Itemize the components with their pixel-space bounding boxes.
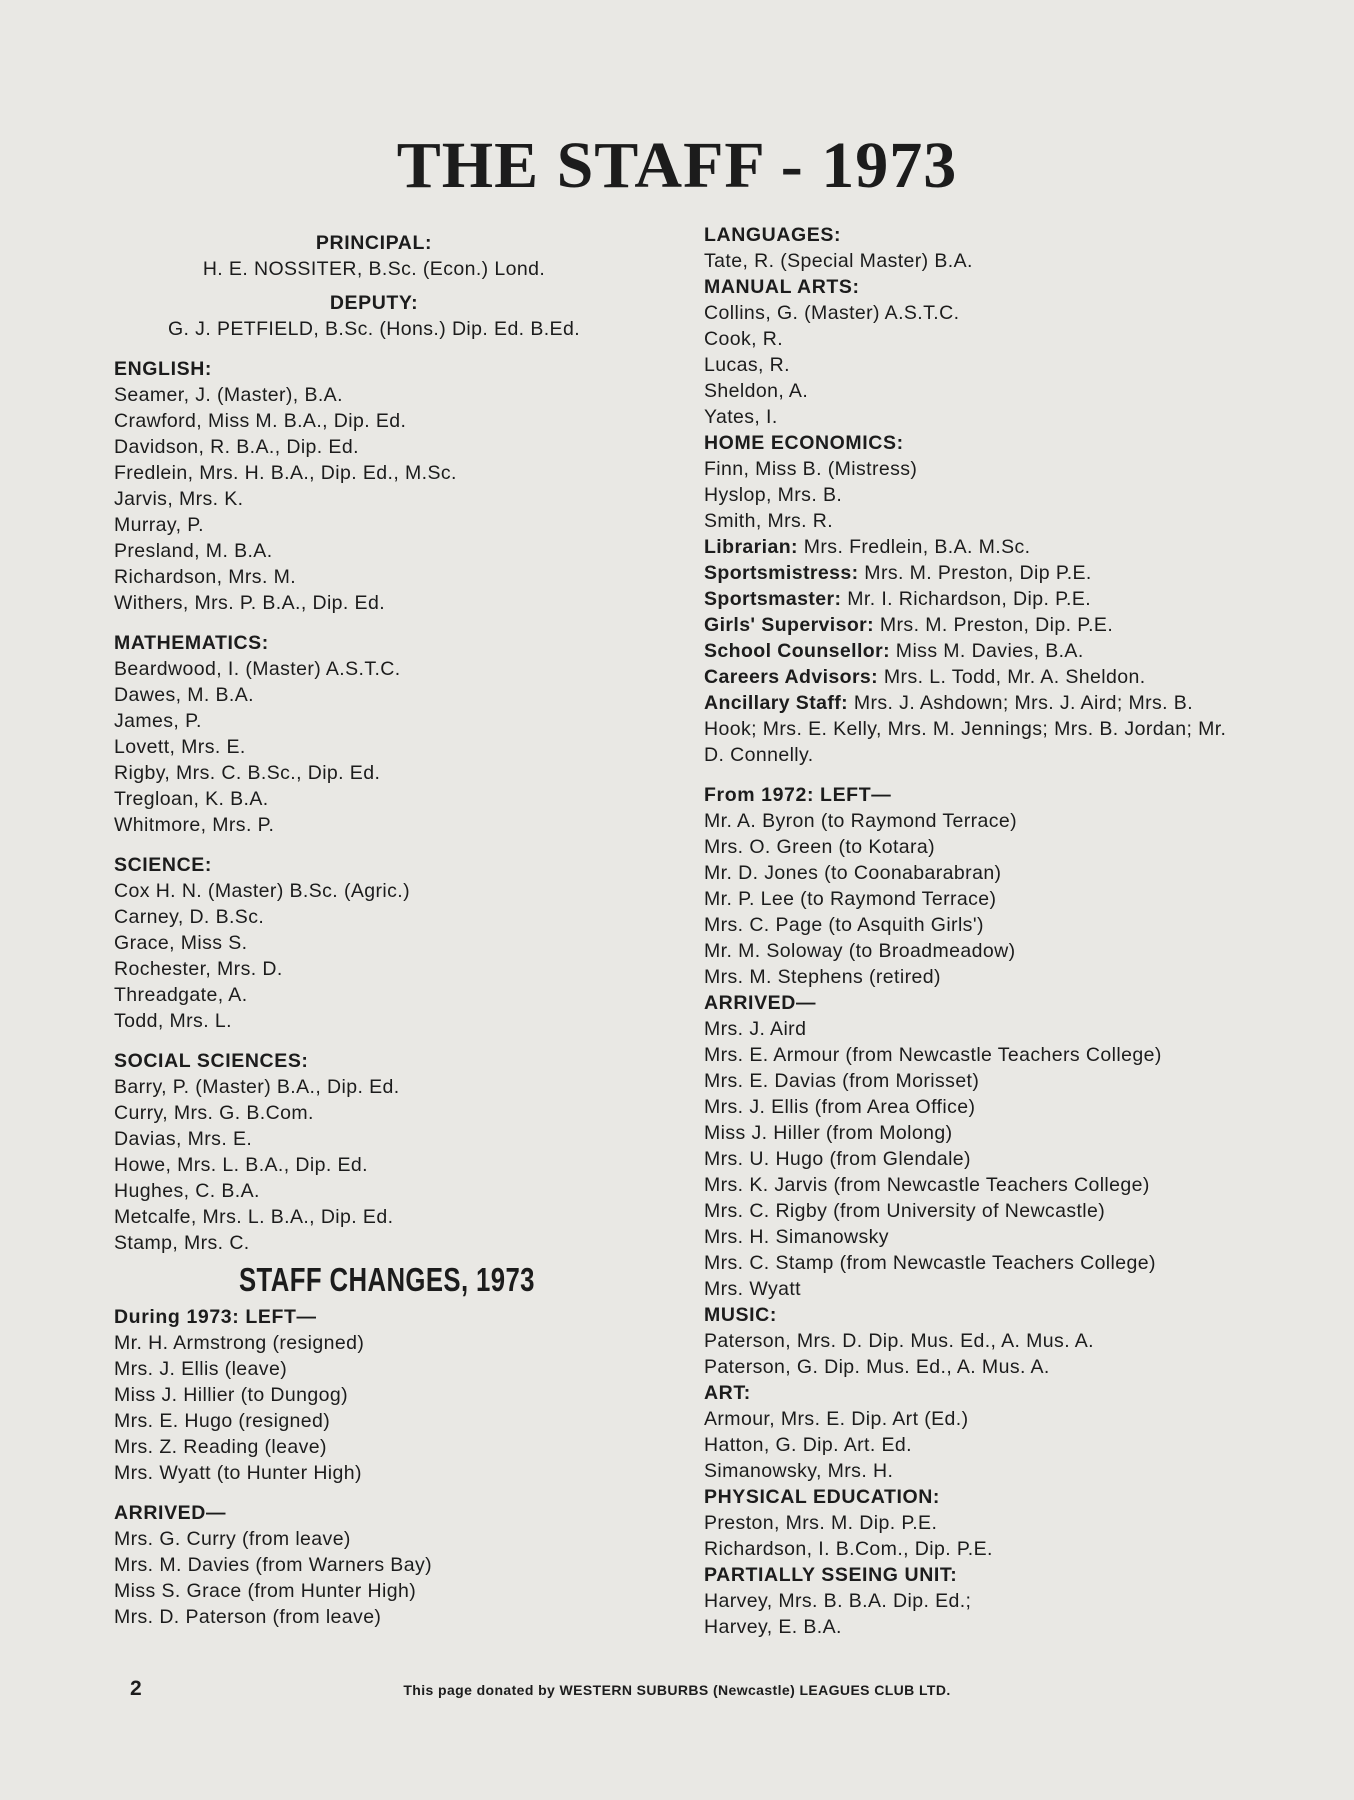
- role-label: Librarian:: [704, 536, 798, 558]
- role-librarian: [704, 534, 1264, 560]
- role-label: School Counsellor:: [704, 640, 890, 662]
- role-label: Sportsmistress:: [704, 562, 859, 584]
- staff-entry: Miss S. Grace (from Hunter High): [114, 1580, 417, 1602]
- staff-entry: Smith, Mrs. R.: [704, 510, 834, 532]
- section-heading: PARTIALLY SSEING UNIT:: [704, 1564, 958, 1586]
- staff-entry: Miss J. Hillier (to Dungog): [114, 1384, 349, 1406]
- section-heading: During 1973: LEFT—: [114, 1306, 317, 1328]
- staff-entry: Mrs. Wyatt (to Hunter High): [114, 1462, 362, 1484]
- staff-entry: Mrs. E. Davias (from Morisset): [704, 1070, 980, 1092]
- role-value: Mrs. M. Preston, Dip. P.E.: [879, 614, 1114, 636]
- section-home-economics: [704, 430, 1264, 534]
- staff-entry: Barry, P. (Master) B.A., Dip. Ed.: [114, 1076, 400, 1098]
- staff-entry: Harvey, Mrs. B. B.A. Dip. Ed.;: [704, 1590, 972, 1612]
- staff-entry: James, P.: [114, 710, 202, 732]
- section-heading: PHYSICAL EDUCATION:: [704, 1486, 941, 1508]
- section-science: [114, 852, 674, 1034]
- staff-entry: Preston, Mrs. M. Dip. P.E.: [704, 1512, 938, 1534]
- staff-entry: Finn, Miss B. (Mistress): [704, 458, 918, 480]
- role-ancillary-staff: [704, 690, 1244, 768]
- staff-entry: Mr. A. Byron (to Raymond Terrace): [704, 810, 1018, 832]
- staff-entry: Richardson, I. B.Com., Dip. P.E.: [704, 1538, 993, 1560]
- role-value: Mr. I. Richardson, Dip. P.E.: [847, 588, 1092, 610]
- role-value: Mrs. L. Todd, Mr. A. Sheldon.: [883, 666, 1146, 688]
- role-label: Careers Advisors:: [704, 666, 879, 688]
- section-manual-arts: [704, 274, 1264, 430]
- staff-entry: Davias, Mrs. E.: [114, 1128, 253, 1150]
- staff-entry: Jarvis, Mrs. K.: [114, 488, 244, 510]
- staff-entry: Lucas, R.: [704, 354, 790, 376]
- staff-entry: Threadgate, A.: [114, 984, 248, 1006]
- staff-entry: Whitmore, Mrs. P.: [114, 814, 275, 836]
- role-school-counsellor: [704, 638, 1264, 664]
- section-heading: ART:: [704, 1382, 751, 1404]
- staff-entry: Mrs. M. Davies (from Warners Bay): [114, 1554, 433, 1576]
- page-title: THE STAFF - 1973: [396, 129, 958, 202]
- staff-entry: Armour, Mrs. E. Dip. Art (Ed.): [704, 1408, 969, 1430]
- left-column: [114, 230, 674, 1630]
- staff-entry: Mrs. C. Rigby (from University of Newcastle): [704, 1200, 1106, 1222]
- staff-entry: Mrs. G. Curry (from leave): [114, 1528, 351, 1550]
- role-sportsmistress: [704, 560, 1264, 586]
- staff-entry: Mrs. E. Hugo (resigned): [114, 1410, 331, 1432]
- section-mathematics: [114, 630, 674, 838]
- role-value: Mrs. M. Preston, Dip P.E.: [864, 562, 1092, 584]
- staff-entry: Mrs. H. Simanowsky: [704, 1226, 889, 1248]
- section-music: [704, 1302, 1264, 1380]
- staff-entry: Hughes, C. B.A.: [114, 1180, 260, 1202]
- staff-entry: Mrs. O. Green (to Kotara): [704, 836, 936, 858]
- section-heading: ARRIVED—: [114, 1502, 227, 1524]
- staff-entry: Howe, Mrs. L. B.A., Dip. Ed.: [114, 1154, 368, 1176]
- staff-entry: Tate, R. (Special Master) B.A.: [704, 250, 973, 272]
- role-sportsmaster: [704, 586, 1264, 612]
- staff-entry: Mr. P. Lee (to Raymond Terrace): [704, 888, 997, 910]
- deputy-heading: DEPUTY:: [329, 292, 419, 314]
- staff-entry: Tregloan, K. B.A.: [114, 788, 269, 810]
- staff-entry: Beardwood, I. (Master) A.S.T.C.: [114, 658, 401, 680]
- staff-entry: Hyslop, Mrs. B.: [704, 484, 843, 506]
- staff-entry: Lovett, Mrs. E.: [114, 736, 246, 758]
- from-1972-left: [704, 782, 1264, 990]
- staff-entry: Carney, D. B.Sc.: [114, 906, 265, 928]
- role-girls-supervisor: [704, 612, 1264, 638]
- staff-entry: Crawford, Miss M. B.A., Dip. Ed.: [114, 410, 407, 432]
- staff-entry: Rigby, Mrs. C. B.Sc., Dip. Ed.: [114, 762, 381, 784]
- staff-entry: Rochester, Mrs. D.: [114, 958, 283, 980]
- section-physical-education: [704, 1484, 1264, 1562]
- staff-entry: Curry, Mrs. G. B.Com.: [114, 1102, 314, 1124]
- staff-entry: Presland, M. B.A.: [114, 540, 273, 562]
- section-heading: From 1972: LEFT—: [704, 784, 892, 806]
- section-heading: LANGUAGES:: [704, 224, 842, 246]
- section-heading: ARRIVED—: [704, 992, 817, 1014]
- staff-entry: Withers, Mrs. P. B.A., Dip. Ed.: [114, 592, 386, 614]
- staff-entry: Davidson, R. B.A., Dip. Ed.: [114, 436, 359, 458]
- staff-entry: Cox H. N. (Master) B.Sc. (Agric.): [114, 880, 410, 902]
- during-1973-arrived: [114, 1500, 674, 1630]
- staff-entry: Mrs. M. Stephens (retired): [704, 966, 941, 988]
- staff-entry: Mr. D. Jones (to Coonabarabran): [704, 862, 1002, 884]
- section-heading: ENGLISH:: [114, 358, 212, 380]
- staff-entry: Yates, I.: [704, 406, 778, 428]
- role-label: Girls' Supervisor:: [704, 614, 875, 636]
- right-column: [704, 222, 1264, 1640]
- staff-entry: Mr. H. Armstrong (resigned): [114, 1332, 365, 1354]
- staff-entry: Paterson, Mrs. D. Dip. Mus. Ed., A. Mus. A.: [704, 1330, 1094, 1352]
- staff-entry: Richardson, Mrs. M.: [114, 566, 297, 588]
- staff-entry: Simanowsky, Mrs. H.: [704, 1460, 894, 1482]
- staff-entry: Mrs. Wyatt: [704, 1278, 801, 1300]
- principal-heading: PRINCIPAL:: [315, 232, 433, 254]
- staff-entry: Mrs. C. Page (to Asquith Girls'): [704, 914, 984, 936]
- role-label: Ancillary Staff:: [704, 692, 849, 714]
- staff-entry: Mrs. J. Ellis (from Area Office): [704, 1096, 976, 1118]
- staff-entry: Stamp, Mrs. C.: [114, 1232, 250, 1254]
- staff-entry: Murray, P.: [114, 514, 204, 536]
- role-value: Mrs. J. Ashdown; Mrs. J. Aird; Mrs. B. Hook; Mrs. E. Kelly, Mrs. M. Jennings; Mrs. B. Jordan; Mr. D. Connelly.: [704, 692, 1227, 766]
- staff-entry: Miss J. Hiller (from Molong): [704, 1122, 953, 1144]
- page-number: 2: [130, 1677, 142, 1700]
- sponsor-footer: This page donated by WESTERN SUBURBS (Newcastle) LEAGUES CLUB LTD.: [403, 1682, 951, 1698]
- staff-entry: Paterson, G. Dip. Mus. Ed., A. Mus. A.: [704, 1356, 1050, 1378]
- role-value: Miss M. Davies, B.A.: [895, 640, 1084, 662]
- section-english: [114, 356, 674, 616]
- staff-entry: Todd, Mrs. L.: [114, 1010, 232, 1032]
- staff-entry: Mrs. C. Stamp (from Newcastle Teachers College): [704, 1252, 1156, 1274]
- section-heading: HOME ECONOMICS:: [704, 432, 904, 454]
- role-careers-advisors: [704, 664, 1264, 690]
- staff-entry: Dawes, M. B.A.: [114, 684, 254, 706]
- section-social-sciences: [114, 1048, 674, 1256]
- section-heading: MANUAL ARTS:: [704, 276, 860, 298]
- section-heading: SCIENCE:: [114, 854, 212, 876]
- staff-entry: Seamer, J. (Master), B.A.: [114, 384, 343, 406]
- staff-entry: Mrs. Z. Reading (leave): [114, 1436, 327, 1458]
- staff-entry: Mrs. K. Jarvis (from Newcastle Teachers College): [704, 1174, 1150, 1196]
- from-1972-arrived: [704, 990, 1264, 1302]
- staff-entry: Mr. M. Soloway (to Broadmeadow): [704, 940, 1016, 962]
- staff-entry: Metcalfe, Mrs. L. B.A., Dip. Ed.: [114, 1206, 394, 1228]
- principal-name: H. E. NOSSITER, B.Sc. (Econ.) Lond.: [202, 258, 546, 280]
- staff-entry: Cook, R.: [704, 328, 784, 350]
- staff-entry: Hatton, G. Dip. Art. Ed.: [704, 1434, 912, 1456]
- section-art: [704, 1380, 1264, 1484]
- staff-changes-title: STAFF CHANGES, 1973: [239, 1261, 535, 1298]
- section-heading: MUSIC:: [704, 1304, 777, 1326]
- section-languages: [704, 222, 1264, 274]
- during-1973-left: [114, 1304, 674, 1486]
- staff-entry: Mrs. J. Aird: [704, 1018, 807, 1040]
- role-label: Sportsmaster:: [704, 588, 842, 610]
- staff-entry: Mrs. J. Ellis (leave): [114, 1358, 288, 1380]
- staff-entry: Fredlein, Mrs. H. B.A., Dip. Ed., M.Sc.: [114, 462, 457, 484]
- staff-entry: Collins, G. (Master) A.S.T.C.: [704, 302, 960, 324]
- role-value: Mrs. Fredlein, B.A. M.Sc.: [803, 536, 1031, 558]
- staff-entry: Grace, Miss S.: [114, 932, 248, 954]
- section-partially-seeing-unit: [704, 1562, 1264, 1640]
- staff-entry: Mrs. E. Armour (from Newcastle Teachers College): [704, 1044, 1162, 1066]
- staff-entry: Mrs. D. Paterson (from leave): [114, 1606, 382, 1628]
- deputy-name: G. J. PETFIELD, B.Sc. (Hons.) Dip. Ed. B.Ed.: [167, 318, 581, 340]
- staff-entry: Harvey, E. B.A.: [704, 1616, 842, 1638]
- staff-entry: Sheldon, A.: [704, 380, 809, 402]
- section-heading: SOCIAL SCIENCES:: [114, 1050, 309, 1072]
- staff-entry: Mrs. U. Hugo (from Glendale): [704, 1148, 971, 1170]
- section-heading: MATHEMATICS:: [114, 632, 269, 654]
